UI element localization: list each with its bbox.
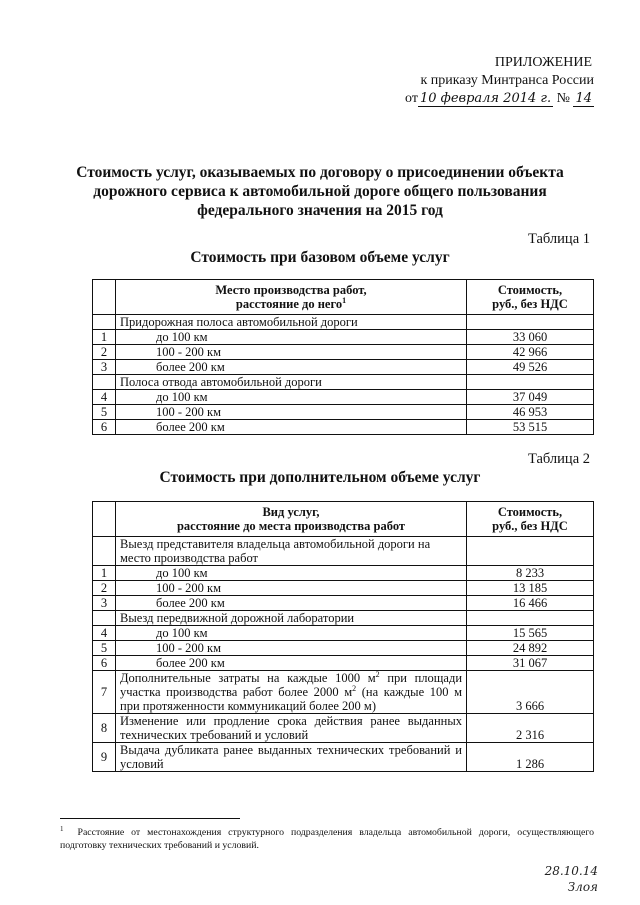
table-row — [93, 596, 594, 611]
row-number: 7 — [93, 671, 116, 714]
table-row — [93, 405, 594, 420]
row7-text-part3: (на каждые 100 м при протяженности коммуникаций более 200 м) — [120, 685, 462, 713]
table1-label: Таблица 1 — [527, 231, 590, 247]
row-label: более 200 км — [116, 656, 467, 671]
number-label: № — [556, 91, 570, 106]
handwritten-date-mark: 28.10.14 — [544, 864, 598, 878]
row-label: до 100 км — [116, 626, 467, 641]
table2-header-row — [93, 502, 594, 537]
document-title: Стоимость услуг, оказываемых по договору о присоединении объекта дорожного сервиса к автомобильной дороге общего пользования федерального значения на 2015 год — [76, 164, 564, 219]
table2-title: Стоимость при дополнительном объеме услуг — [159, 469, 481, 486]
row-label: Изменение или продление срока действия ранее выданных технических требований и условий — [116, 714, 467, 743]
row-label: 100 - 200 км — [116, 581, 467, 596]
table-row — [93, 671, 594, 714]
row7-text-part2: при площади участка производства работ более 2000 м — [120, 671, 463, 699]
row-number: 8 — [93, 714, 116, 743]
table-row — [93, 345, 594, 360]
table1-header-price-line2: руб., без НДС — [492, 297, 568, 311]
footnote-ref: 1 — [342, 295, 347, 305]
row-label: до 100 км — [116, 330, 467, 345]
row-label — [116, 671, 467, 714]
table2-header-service-line2: расстояние до места производства работ — [176, 519, 406, 533]
row-price: 37 049 — [467, 390, 594, 405]
row-label: до 100 км — [116, 566, 467, 581]
approval-block — [405, 54, 594, 108]
row7-sup1: 2 — [375, 669, 380, 679]
table-row — [93, 330, 594, 345]
row-number: 3 — [93, 596, 116, 611]
table-row — [93, 656, 594, 671]
table-row — [93, 566, 594, 581]
row-number: 2 — [93, 581, 116, 596]
table1-header-place-line2: расстояние до него — [235, 297, 343, 311]
row-number: 5 — [93, 641, 116, 656]
row-number: 9 — [93, 743, 116, 772]
row-number: 4 — [93, 626, 116, 641]
table1-header-place — [116, 280, 467, 315]
table-row — [93, 581, 594, 596]
footnote-marker: 1 — [60, 824, 64, 833]
table1-header-price — [467, 280, 594, 315]
table1-header-price-line1: Стоимость, — [497, 283, 563, 297]
row-number: 1 — [93, 330, 116, 345]
row-price: 16 466 — [467, 596, 594, 611]
row-price: 3 666 — [467, 671, 594, 714]
row-label: более 200 км — [116, 360, 467, 375]
table1-section1: Придорожная полоса автомобильной дороги — [116, 315, 467, 330]
table2 — [92, 501, 594, 772]
table-row — [93, 714, 594, 743]
row-price: 46 953 — [467, 405, 594, 420]
order-line: к приказу Минтранса России — [420, 73, 594, 88]
table1 — [92, 279, 594, 435]
table1-section-row — [93, 315, 594, 330]
row7-sup2: 2 — [352, 683, 357, 693]
row-price: 13 185 — [467, 581, 594, 596]
from-label: от — [405, 91, 418, 106]
handwritten-date: 10 февраля 2014 г. — [419, 91, 552, 106]
table2-section-row — [93, 611, 594, 626]
row-price: 24 892 — [467, 641, 594, 656]
row-price: 31 067 — [467, 656, 594, 671]
table-row — [93, 626, 594, 641]
row-label: 100 - 200 км — [116, 345, 467, 360]
table1-header-num — [93, 280, 116, 315]
table-row — [93, 420, 594, 435]
row-label: 100 - 200 км — [116, 641, 467, 656]
row7-text-part1: Дополнительные затраты на каждые 1000 м — [120, 671, 376, 685]
footnote-text: Расстояние от местонахождения структурного подразделения владельца автомобильной дороги, осуществляющего подготовку технических требований и условий. — [60, 827, 594, 851]
row-number: 4 — [93, 390, 116, 405]
row-label: более 200 км — [116, 596, 467, 611]
table1-title: Стоимость при базовом объеме услуг — [190, 249, 450, 266]
row-price: 1 286 — [467, 743, 594, 772]
row-number: 2 — [93, 345, 116, 360]
table-row — [93, 360, 594, 375]
row-price: 8 233 — [467, 566, 594, 581]
row-price: 53 515 — [467, 420, 594, 435]
row-label: более 200 км — [116, 420, 467, 435]
row-number: 1 — [93, 566, 116, 581]
table2-label: Таблица 2 — [527, 451, 590, 467]
table2-header-service-line1: Вид услуг, — [262, 505, 320, 519]
table-row — [93, 743, 594, 772]
table2-section-row — [93, 537, 594, 566]
handwritten-number: 14 — [575, 91, 592, 106]
row-number: 6 — [93, 420, 116, 435]
row-number: 6 — [93, 656, 116, 671]
row-price: 2 316 — [467, 714, 594, 743]
table2-section1: Выезд представителя владельца автомобильной дороги на место производства работ — [116, 537, 467, 566]
table1-section-row — [93, 375, 594, 390]
row-label: 100 - 200 км — [116, 405, 467, 420]
footnote — [60, 826, 594, 852]
appendix-title: ПРИЛОЖЕНИЕ — [494, 55, 592, 70]
row-price: 49 526 — [467, 360, 594, 375]
table2-header-service — [116, 502, 467, 537]
table1-header-row — [93, 280, 594, 315]
row-label: до 100 км — [116, 390, 467, 405]
row-price: 42 966 — [467, 345, 594, 360]
order-date-line — [405, 90, 594, 108]
table2-section2: Выезд передвижной дорожной лаборатории — [116, 611, 467, 626]
handwritten-signature: Злоя — [567, 880, 598, 894]
table1-header-place-line1: Место производства работ, — [215, 283, 367, 297]
row-label: Выдача дубликата ранее выданных технических требований и условий — [116, 743, 467, 772]
table2-header-price — [467, 502, 594, 537]
table-row — [93, 641, 594, 656]
row-number: 5 — [93, 405, 116, 420]
row-price: 33 060 — [467, 330, 594, 345]
table-row — [93, 390, 594, 405]
table2-header-num — [93, 502, 116, 537]
table2-header-price-line2: руб., без НДС — [492, 519, 568, 533]
row-number: 3 — [93, 360, 116, 375]
table1-section2: Полоса отвода автомобильной дороги — [116, 375, 467, 390]
footnote-divider — [60, 818, 240, 819]
row-price: 15 565 — [467, 626, 594, 641]
table2-header-price-line1: Стоимость, — [497, 505, 563, 519]
